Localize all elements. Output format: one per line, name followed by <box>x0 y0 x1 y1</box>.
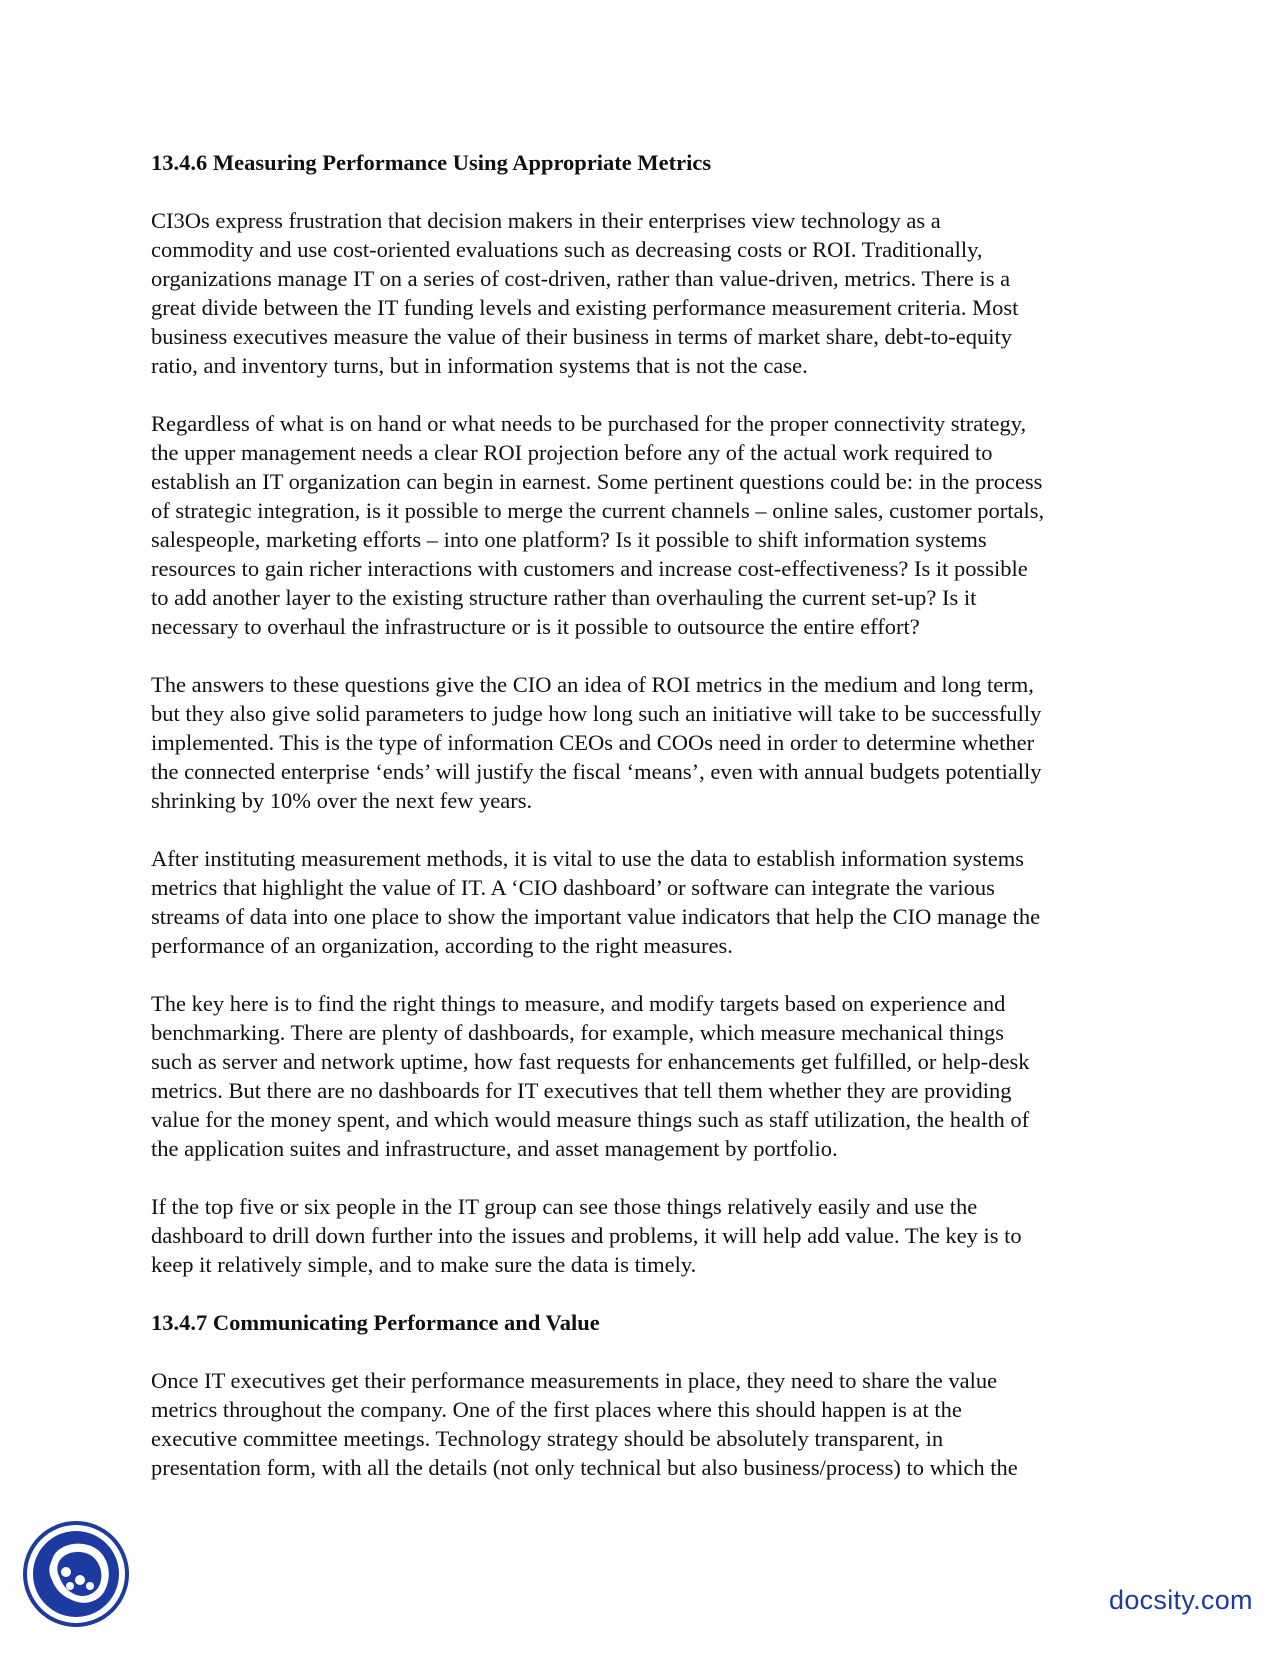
text-line: benchmarking. There are plenty of dashboards, for example, which measure mechanical things <box>151 1020 1005 1045</box>
section-heading: 13.4.6 Measuring Performance Using Appropriate Metrics <box>151 150 712 175</box>
text-line: implemented. This is the type of information CEOs and COOs need in order to determine whether <box>151 730 1035 755</box>
text-line: The answers to these questions give the CIO an idea of ROI metrics in the medium and long term, <box>151 672 1034 697</box>
text-line: executive committee meetings. Technology strategy should be absolutely transparent, in <box>151 1426 944 1451</box>
text-line: the application suites and infrastructure, and asset management by portfolio. <box>151 1136 838 1161</box>
text-line: resources to gain richer interactions with customers and increase cost-effectiveness? Is it possible <box>151 556 1028 581</box>
text-line: necessary to overhaul the infrastructure or is it possible to outsource the entire effort? <box>151 614 920 639</box>
text-line: establish an IT organization can begin in earnest. Some pertinent questions could be: in the process <box>151 469 1043 494</box>
text-line: After instituting measurement methods, it is vital to use the data to establish information systems <box>151 846 1024 871</box>
text-line: performance of an organization, according to the right measures. <box>151 933 733 958</box>
paragraph <box>151 206 1141 380</box>
text-line: ratio, and inventory turns, but in information systems that is not the case. <box>151 353 808 378</box>
document-body <box>151 148 1141 1511</box>
text-line: presentation form, with all the details (not only technical but also business/process) to which the <box>151 1455 1018 1480</box>
docsity-brand-link[interactable]: docsity.com <box>1109 1585 1253 1615</box>
text-line: great divide between the IT funding levels and existing performance measurement criteria. Most <box>151 295 1019 320</box>
text-line: business executives measure the value of their business in terms of market share, debt-to-equity <box>151 324 1012 349</box>
paragraph <box>151 670 1141 815</box>
docsity-logo-icon[interactable] <box>22 1520 130 1628</box>
text-line: dashboard to drill down further into the issues and problems, it will help add value. The key is to <box>151 1223 1022 1248</box>
text-line: the connected enterprise ‘ends’ will justify the fiscal ‘means’, even with annual budgets potentially <box>151 759 1042 784</box>
text-line: streams of data into one place to show the important value indicators that help the CIO manage the <box>151 904 1041 929</box>
text-line: CI3Os express frustration that decision makers in their enterprises view technology as a <box>151 208 941 233</box>
text-line: shrinking by 10% over the next few years. <box>151 788 533 813</box>
text-line: keep it relatively simple, and to make sure the data is timely. <box>151 1252 697 1277</box>
text-line: If the top five or six people in the IT group can see those things relatively easily and use the <box>151 1194 978 1219</box>
paragraph <box>151 1366 1141 1482</box>
section-heading: 13.4.7 Communicating Performance and Value <box>151 1310 600 1335</box>
paragraph <box>151 989 1141 1163</box>
text-line: salespeople, marketing efforts – into one platform? Is it possible to shift information systems <box>151 527 987 552</box>
text-line: Regardless of what is on hand or what needs to be purchased for the proper connectivity strategy, <box>151 411 1027 436</box>
text-line: commodity and use cost-oriented evaluations such as decreasing costs or ROI. Traditionally, <box>151 237 983 262</box>
paragraph <box>151 409 1141 641</box>
text-line: to add another layer to the existing structure rather than overhauling the current set-up? Is it <box>151 585 977 610</box>
text-line: metrics that highlight the value of IT. A ‘CIO dashboard’ or software can integrate the various <box>151 875 995 900</box>
text-line: metrics throughout the company. One of the first places where this should happen is at the <box>151 1397 962 1422</box>
text-line: such as server and network uptime, how fast requests for enhancements get fulfilled, or help-desk <box>151 1049 1030 1074</box>
text-line: The key here is to find the right things to measure, and modify targets based on experience and <box>151 991 1006 1016</box>
text-line: but they also give solid parameters to judge how long such an initiative will take to be successfully <box>151 701 1042 726</box>
text-line: value for the money spent, and which would measure things such as staff utilization, the health of <box>151 1107 1030 1132</box>
text-line: the upper management needs a clear ROI projection before any of the actual work required to <box>151 440 993 465</box>
section-communicating-performance <box>151 1308 1141 1482</box>
text-line: Once IT executives get their performance measurements in place, they need to share the value <box>151 1368 998 1393</box>
paragraph <box>151 1192 1141 1279</box>
text-line: of strategic integration, is it possible to merge the current channels – online sales, customer portals, <box>151 498 1045 523</box>
text-line: metrics. But there are no dashboards for IT executives that tell them whether they are providing <box>151 1078 1012 1103</box>
paragraph <box>151 844 1141 960</box>
section-measuring-performance <box>151 148 1141 1279</box>
logo-badge-graphic <box>22 1520 130 1628</box>
text-line: organizations manage IT on a series of cost-driven, rather than value-driven, metrics. There is a <box>151 266 1011 291</box>
